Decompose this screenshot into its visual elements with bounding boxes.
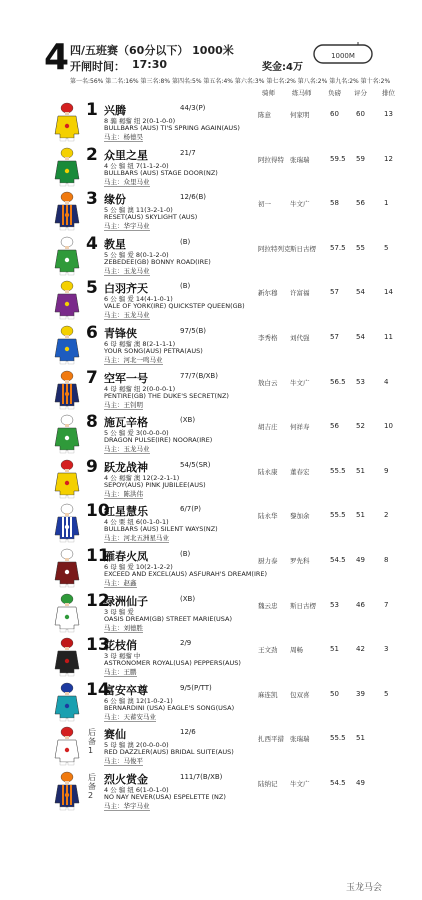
runner-jockey: 厨力泰: [258, 557, 278, 565]
runner-odds: 2/9: [180, 639, 192, 648]
runner-trainer: 周畅: [290, 646, 303, 655]
runner-number: 9: [86, 456, 98, 477]
jockey-silk-icon: [52, 503, 82, 543]
runner-owner: 马主：赵鑫: [104, 579, 137, 587]
runner-name: 白羽齐天: [104, 282, 148, 296]
col-weight: 负磅: [328, 89, 341, 97]
runner-rating: 60: [356, 110, 365, 118]
runner-trainer: 牛文广: [290, 200, 310, 209]
runner-jockey: 陆永华: [258, 512, 278, 521]
track-distance: 1000M: [331, 52, 355, 60]
runner-draw: 3: [384, 645, 389, 654]
runner-odds: 6/7(P): [180, 505, 201, 514]
runner-pedigree: YOUR SONG(AUS) PETRA(AUS): [104, 347, 203, 355]
runner-row: [0, 546, 422, 590]
runner-weight: 55.5: [330, 734, 346, 743]
runner-odds: 44/3(P): [180, 104, 206, 112]
runner-name: 施瓦辛格: [104, 416, 148, 430]
runner-details: 4 母 褐骝 纽 2(0-0-0-1): [104, 384, 176, 393]
runner-row: [0, 635, 422, 679]
runner-jockey: 陆纳记: [258, 780, 278, 788]
runner-details: 3 母 骝 爱: [104, 607, 134, 616]
runner-pedigree: BULLBARS (AUS) TI'S SPRING AGAIN(AUS): [104, 124, 240, 132]
runner-number: 1: [86, 100, 98, 120]
runner-draw: 4: [384, 377, 389, 386]
runner-row: [0, 145, 422, 189]
runner-pedigree: BERNARDINI (USA) EAGLE'S SONG(USA): [104, 703, 235, 712]
runner-odds: 9/5(P/TT): [180, 683, 212, 692]
runner-trainer: 斯日古楞: [290, 601, 316, 610]
runner-pedigree: DRAGON PULSE(IRE) NOORA(IRE): [104, 436, 213, 445]
runner-odds: 54/5(SR): [180, 460, 211, 469]
runner-jockey: 魏云忠: [258, 601, 278, 610]
runner-rating: 52: [356, 422, 365, 431]
runner-row: [0, 501, 422, 545]
runner-trainer: 包双喜: [290, 690, 310, 699]
runner-draw: 7: [384, 600, 389, 609]
runner-draw: 12: [384, 154, 393, 163]
runner-trainer: 黎加余: [290, 512, 310, 521]
jockey-silk-icon: [52, 236, 82, 276]
runner-weight: 55.5: [330, 511, 346, 520]
race-header: [0, 0, 422, 100]
runner-draw: 8: [384, 556, 389, 564]
runner-number: 14: [86, 679, 110, 700]
runner-number: 3: [86, 189, 98, 210]
runner-pedigree: ZEBEDEE(GB) BONNY ROAD(IRE): [104, 257, 211, 266]
runner-details: 5 公 骝 爱 3(0-0-0-0): [104, 429, 169, 438]
runner-row: [0, 591, 422, 635]
runner-name: 众里之星: [104, 148, 148, 162]
runner-name: 赛仙: [104, 728, 126, 742]
runner-weight: 57: [330, 288, 339, 297]
runner-number: 10: [86, 501, 110, 522]
col-jockey: 骑师: [262, 89, 275, 97]
jockey-silk-icon: [52, 191, 82, 231]
runner-name: 兴腾: [104, 104, 126, 117]
runner-odds: (B): [180, 550, 191, 558]
runner-pedigree: VALE OF YORK(IRE) QUICKSTEP QUEEN(GB): [104, 302, 245, 311]
jockey-silk-icon: [52, 325, 82, 365]
runner-name: 青锋侠: [104, 327, 137, 340]
runner-rating: 39: [356, 689, 365, 698]
runner-weight: 57: [330, 333, 339, 341]
runner-draw: 11: [384, 333, 393, 341]
runner-weight: 51: [330, 645, 339, 654]
runner-number: 4: [86, 233, 98, 254]
runner-odds: (B): [180, 237, 191, 246]
jockey-silk-icon: [52, 414, 82, 454]
runner-name: 空军一号: [104, 371, 148, 385]
runner-number: 13: [86, 635, 110, 656]
runner-rating: 49: [356, 556, 365, 564]
runner-rating: 46: [356, 600, 365, 609]
runner-row: [0, 769, 422, 813]
runner-rating: 56: [356, 199, 365, 208]
runner-odds: 111/7(B/XB): [180, 773, 223, 781]
jockey-silk-icon: [52, 147, 82, 187]
runner-details: 6 母 骝 爱 10(2-1-2-2): [104, 563, 173, 571]
runner-number: 12: [86, 590, 110, 611]
runner-odds: (B): [180, 282, 191, 291]
runner-number: 7: [86, 367, 98, 388]
runner-number: 5: [86, 278, 98, 299]
runner-draw: 10: [384, 422, 393, 431]
runner-row: [0, 100, 422, 144]
runner-owner: 马主：华宇马业: [104, 222, 150, 231]
runner-name: 烈火赏金: [104, 773, 148, 786]
runner-weight: 59.5: [330, 154, 346, 163]
runner-details: 3 母 褐骝 中: [104, 652, 141, 661]
runner-owner: 马主：刘德胜: [104, 623, 143, 632]
runner-jockey: 扎西平措: [258, 735, 284, 744]
runner-owner: 马主：玉龙马业: [104, 311, 150, 320]
runner-jockey: 陈意: [258, 111, 271, 119]
runner-rating: 51: [356, 466, 365, 475]
runner-name: 雁春火凤: [104, 550, 148, 563]
prize-split: 第一名:56% 第二名:16% 第三名:8% 第四名:5% 第五名:4% 第六名:3% 第七名:2% 第八名:2% 第九名:2% 第十名:2%: [70, 78, 391, 85]
race-title: 四/五班赛（60分以下） 1000米: [70, 44, 234, 57]
runner-owner: 马主：王鹏: [104, 668, 137, 677]
runner-details: 8 骟 褐骝 纽 2(0-1-0-0): [104, 117, 176, 125]
runner-draw: 1: [384, 199, 389, 208]
jockey-silk-icon: [52, 726, 82, 766]
runner-row: [0, 189, 422, 233]
runner-jockey: 阿拉特列克: [258, 244, 291, 253]
runner-pedigree: EXCEED AND EXCEL(AUS) ASFURAH'S DREAM(IRE): [104, 570, 268, 578]
runner-name: 跃龙战神: [104, 460, 148, 474]
runner-rating: 49: [356, 779, 365, 787]
runner-name: 缘份: [104, 193, 126, 207]
runner-name: 教星: [104, 237, 126, 251]
runner-owner: 马主：天蓄安马业: [104, 712, 156, 721]
runner-trainer: 张瑞瑞: [290, 155, 310, 164]
runner-number: 11: [86, 546, 110, 566]
runner-details: 4 公 骝 纽 6(1-0-1-0): [104, 786, 169, 794]
runner-odds: 12/6: [180, 728, 196, 737]
runner-details: 6 母 褐骝 澳 8(2-1-1-1): [104, 340, 176, 348]
runner-trainer: 罗先科: [290, 557, 310, 565]
runner-rating: 59: [356, 154, 365, 163]
runner-odds: (XB): [180, 416, 196, 425]
runner-jockey: 阿拉得特: [258, 155, 284, 164]
runner-pedigree: RED DAZZLER(AUS) BRIDAL SUITE(AUS): [104, 748, 234, 757]
runner-draw: 9: [384, 466, 389, 475]
col-trainer: 练马师: [292, 89, 312, 97]
runner-details: 4 公 骝 纽 7(1-1-2-0): [104, 161, 169, 170]
runner-owner: 马主：杨德昊: [104, 133, 143, 141]
jockey-silk-icon: [52, 102, 82, 142]
runner-owner: 马主：王钊明: [104, 400, 143, 409]
runner-name: 花枝俏: [104, 639, 137, 653]
runner-number: 后备2: [88, 773, 96, 800]
runner-pedigree: PENTIRE(GB) THE DUKE'S SECRET(NZ): [104, 391, 229, 400]
runner-name: 红星慧乐: [104, 505, 148, 519]
track-diagram-icon: [312, 42, 376, 66]
runner-row: [0, 323, 422, 367]
runner-details: 4 公 栗 纽 6(0-1-0-1): [104, 518, 169, 527]
runner-pedigree: ASTRONOMER ROYAL(USA) PEPPERS(AUS): [104, 659, 241, 668]
runner-pedigree: BULLBARS (AUS) STAGE DOOR(NZ): [104, 168, 218, 177]
runner-trainer: 何家明: [290, 111, 310, 119]
runner-weight: 58: [330, 199, 339, 208]
runner-pedigree: OASIS DREAM(GB) STREET MARIE(USA): [104, 614, 232, 623]
prize-money: 奖金:4万: [262, 62, 303, 73]
runner-trainer: 牛文广: [290, 780, 310, 788]
runner-jockey: 王文劲: [258, 646, 278, 655]
runner-details: 6 公 骝 澳 12(1-0-2-1): [104, 696, 173, 705]
runner-pedigree: SEPOY(AUS) PINK JUBILEE(AUS): [104, 480, 206, 489]
jockey-silk-icon: [52, 593, 82, 633]
runner-owner: 马主：华宇马业: [104, 802, 150, 810]
runner-draw: 5: [384, 243, 389, 252]
runner-draw: 13: [384, 110, 393, 118]
runner-row: [0, 680, 422, 724]
runner-weight: 53: [330, 600, 339, 609]
runner-owner: 马主：陈洪伟: [104, 489, 143, 498]
runner-draw: 14: [384, 288, 393, 297]
runner-rating: 54: [356, 288, 365, 297]
runner-rating: 55: [356, 243, 365, 252]
runner-weight: 54.5: [330, 556, 346, 564]
runner-weight: 57.5: [330, 243, 346, 252]
runner-jockey: 新尔穆: [258, 289, 278, 298]
runner-draw: 5: [384, 689, 389, 698]
runner-owner: 马主：众里马业: [104, 177, 150, 186]
runner-row: [0, 234, 422, 278]
runner-weight: 56.5: [330, 377, 346, 386]
runner-odds: 21/7: [180, 148, 196, 157]
runner-row: [0, 457, 422, 501]
runner-weight: 56: [330, 422, 339, 431]
runner-jockey: 胡吉庄: [258, 423, 278, 432]
runner-name: 绿洲仙子: [104, 594, 148, 608]
runner-weight: 50: [330, 689, 339, 698]
runner-weight: 60: [330, 110, 339, 118]
jockey-silk-icon: [52, 637, 82, 677]
runner-rating: 53: [356, 377, 365, 386]
runner-row: [0, 278, 422, 322]
jockey-silk-icon: [52, 771, 82, 811]
runner-trainer: 斯日古楞: [290, 244, 316, 253]
race-time: 17:30: [132, 58, 168, 71]
runner-trainer: 刘代强: [290, 334, 310, 342]
runner-jockey: 初一: [258, 200, 271, 209]
runner-jockey: 麻连凯: [258, 690, 278, 699]
jockey-silk-icon: [52, 280, 82, 320]
runner-jockey: 敖白云: [258, 378, 278, 387]
runner-owner: 马主：河北五洲星马业: [104, 534, 169, 543]
jockey-silk-icon: [52, 548, 82, 588]
race-time-label: 开闸时间：: [70, 60, 125, 73]
runner-weight: 54.5: [330, 779, 346, 787]
col-rank: 排位: [382, 89, 395, 97]
runner-details: 5 母 骝 澳 2(0-0-0-0): [104, 741, 169, 750]
runner-details: 5 公 骝 澳 11(3-2-1-0): [104, 206, 173, 215]
runner-pedigree: RESET(AUS) SKYLIGHT (AUS): [104, 213, 198, 222]
runner-name: 富安卒尊: [104, 683, 148, 697]
runner-weight: 55.5: [330, 466, 346, 475]
watermark: 玉龙马会: [346, 883, 383, 893]
runner-trainer: 许富福: [290, 289, 310, 298]
runner-trainer: 张瑞瑞: [290, 735, 310, 744]
column-headers: [0, 88, 422, 98]
runner-odds: 77/7(B/XB): [180, 371, 218, 380]
runner-number: 2: [86, 144, 98, 165]
runner-rating: 42: [356, 645, 365, 654]
runner-row: [0, 368, 422, 412]
runner-rating: 54: [356, 333, 365, 341]
runner-number: 后备1: [88, 728, 96, 756]
runner-number: 8: [86, 412, 98, 433]
runner-draw: 2: [384, 511, 389, 520]
jockey-silk-icon: [52, 682, 82, 722]
runner-trainer: 何祥寿: [290, 423, 310, 432]
runner-owner: 马主：玉龙马业: [104, 445, 150, 454]
runner-owner: 马主：玉龙马业: [104, 266, 150, 275]
jockey-silk-icon: [52, 370, 82, 410]
runner-pedigree: NO NAY NEVER(USA) ESPELETTE (NZ): [104, 793, 226, 801]
runner-odds: 97/5(B): [180, 327, 206, 335]
runner-jockey: 陆永康: [258, 467, 278, 476]
runner-row: [0, 724, 422, 768]
runner-odds: 12/6(B): [180, 193, 206, 202]
runner-details: 5 公 骝 爱 8(0-1-2-0): [104, 250, 169, 259]
runner-owner: 马主：马俊平: [104, 757, 143, 766]
runner-trainer: 董春宏: [290, 467, 310, 476]
runner-rating: 51: [356, 734, 365, 743]
runner-jockey: 李秀格: [258, 334, 278, 342]
runner-pedigree: BULLBARS (AUS) SILENT WAYS(NZ): [104, 525, 218, 534]
runner-rating: 51: [356, 511, 365, 520]
jockey-silk-icon: [52, 459, 82, 499]
runner-owner: 马主：河北一鸣马业: [104, 356, 163, 364]
runner-odds: (XB): [180, 594, 196, 603]
runner-details: 6 公 骝 爱 14(4-1-0-1): [104, 295, 173, 304]
runner-row: [0, 412, 422, 456]
race-number: 4: [44, 37, 70, 78]
runner-details: 4 公 褐骝 澳 12(2-2-1-1): [104, 473, 180, 482]
col-rating: 评分: [354, 89, 367, 97]
runner-number: 6: [86, 323, 98, 343]
runner-trainer: 牛文广: [290, 378, 310, 387]
